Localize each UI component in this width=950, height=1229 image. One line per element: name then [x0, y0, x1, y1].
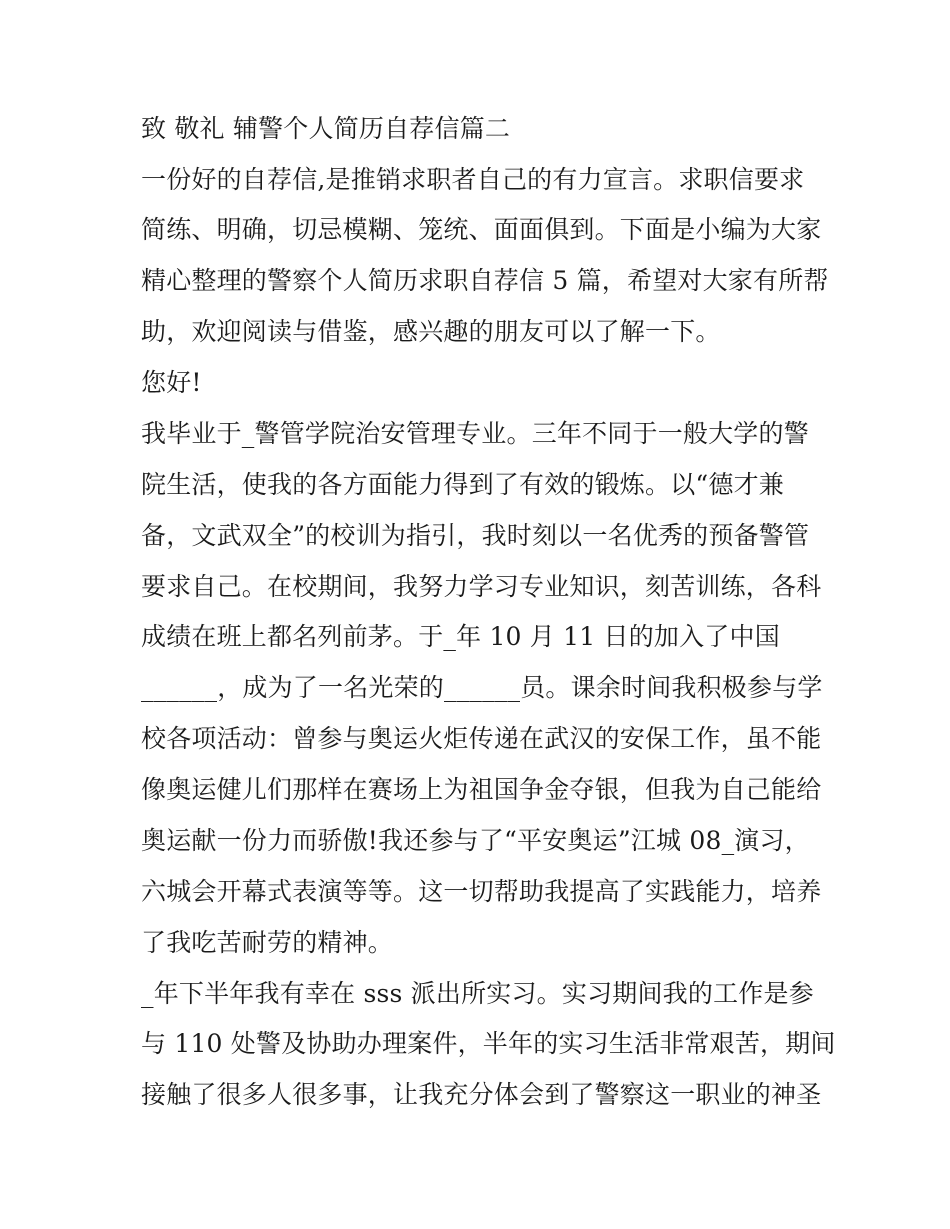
greeting: 您好!	[141, 368, 202, 397]
text-line: 我毕业于_警管学院治安管理专业。三年不同于一般大学的警	[141, 419, 809, 448]
text-line: 成绩在班上都名列前茅。于_年 10 月 11 日的加入了中国	[141, 622, 780, 651]
text-line: 与 110 处警及协助办理案件，半年的实习生活非常艰苦，期间	[141, 1029, 836, 1058]
text-line: 接触了很多人很多事，让我充分体会到了警察这一职业的神圣	[141, 1080, 822, 1109]
text-line: ______，成为了一名光荣的______员。课余时间我积极参与学	[141, 673, 823, 702]
text-line: _年下半年我有幸在 sss 派出所实习。实习期间我的工作是参	[141, 979, 814, 1008]
text-line: 六城会开幕式表演等等。这一切帮助我提高了实践能力，培养	[141, 877, 822, 906]
text-line: 一份好的自荐信,是推销求职者自己的有力宣言。求职信要求	[141, 165, 805, 194]
text-line: 备，文武双全”的校训为指引，我时刻以一名优秀的预备警管	[141, 521, 810, 550]
text-line: 院生活，使我的各方面能力得到了有效的锻炼。以“德才兼	[141, 470, 784, 499]
text-line: 奥运献一份力而骄傲!我还参与了“平安奥运”江城 08_演习，	[141, 826, 810, 855]
text-line: 精心整理的警察个人简历求职自荐信 5 篇，希望对大家有所帮	[141, 266, 829, 295]
text-line: 校各项活动：曾参与奥运火炬传递在武汉的安保工作，虽不能	[141, 724, 822, 753]
text-line: 助，欢迎阅读与借鉴，感兴趣的朋友可以了解一下。	[141, 317, 721, 346]
text-line: 像奥运健儿们那样在赛场上为祖国争金夺银，但我为自己能给	[141, 775, 822, 804]
text-line: 了我吃苦耐劳的精神。	[141, 928, 394, 957]
text-line: 简练、明确，切忌模糊、笼统、面面俱到。下面是小编为大家	[141, 215, 822, 244]
text-line: 致 敬礼 辅警个人简历自荐信篇二	[141, 114, 511, 143]
text-line: 要求自己。在校期间，我努力学习专业知识，刻苦训练，各科	[141, 572, 822, 601]
